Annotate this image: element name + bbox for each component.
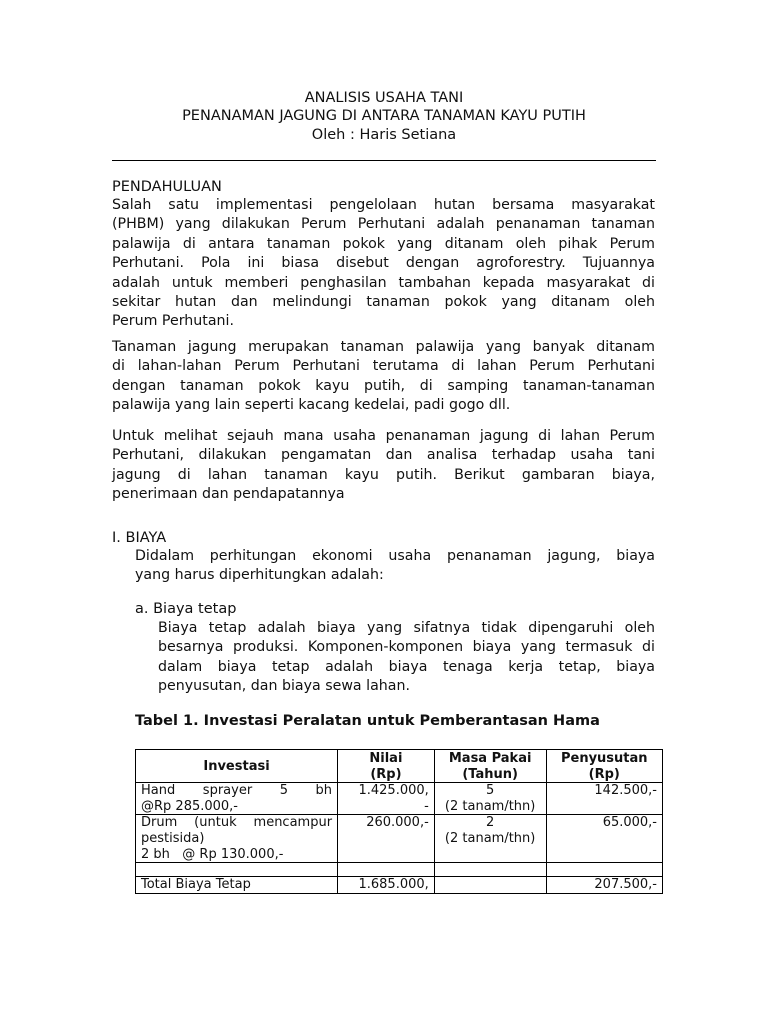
cell-line: - [424,798,429,814]
cell-line: Hand sprayer 5 bh [141,783,333,799]
header-nilai [338,750,435,783]
cell-masa-pakai [434,783,546,815]
cell-total-penyusutan: 207.500,- [546,877,662,894]
cell-line: (2 tanam/thn) [444,798,536,814]
paragraph-biaya-intro [135,547,655,586]
doc-title-line1: ANALISIS USAHA TANI [304,90,464,106]
cell-empty [546,863,662,877]
paragraph-biaya-tetap [158,619,655,697]
table-total-row [136,877,663,894]
text-line: palawija di antara tanaman pokok yang ditanam oleh pihak Perum [112,235,655,252]
table-header-row [136,750,663,783]
paragraph-pendahuluan-2 [112,338,655,416]
cell-masa-pakai [434,815,546,863]
text-line: Perhutani, dilakukan pengamatan dan analisa terhadap usaha tani [112,447,655,464]
header-masa-pakai [434,750,546,783]
text-line: Untuk melihat sejauh mana usaha penanaman jagung di lahan Perum [112,428,655,444]
doc-title-line2: PENANAMAN JAGUNG DI ANTARA TANAMAN KAYU PUTIH [182,108,586,124]
header-line: Penyusutan [560,751,648,766]
cell-empty [434,863,546,877]
text-line: (PHBM) yang dilakukan Perum Perhutani adalah penanaman tanaman [112,216,655,233]
text-line: penerimaan dan pendapatannya [112,486,345,503]
title-divider [112,160,656,161]
text-line: Biaya tetap adalah biaya yang sifatnya tidak dipengaruhi oleh [158,620,655,636]
header-line: (Rp) [370,766,402,782]
text-line: dalam biaya tetap adalah biaya tenaga kerja tetap, biaya [158,658,655,675]
cell-total-masa [434,877,546,894]
paragraph-pendahuluan-3 [112,427,655,505]
cell-line: (2 tanam/thn) [444,830,536,846]
header-investasi: Investasi [136,750,338,783]
section-heading-pendahuluan: PENDAHULUAN [112,179,222,195]
cell-total-nilai: 1.685.000, [338,877,435,894]
table-empty-row [136,863,663,877]
cell-line: 260.000,- [366,815,429,831]
text-line: penyusutan, dan biaya sewa lahan. [158,678,410,695]
cell-total-label: Total Biaya Tetap [136,877,338,894]
header-line: Nilai [369,751,403,766]
subsection-heading-biaya-tetap: a. Biaya tetap [135,601,237,617]
cell-nilai [338,815,435,863]
cell-line: 1.425.000, [358,783,429,799]
text-line: Perum Perhutani. [112,313,234,330]
section-heading-biaya: I. BIAYA [112,530,167,546]
cell-line: pestisida) [141,830,205,846]
text-line: di lahan-lahan Perum Perhutani terutama di lahan Perum Perhutani [112,358,655,375]
header-line: Masa Pakai [448,751,532,766]
cell-line: 2 bh @ Rp 130.000,- [141,846,284,862]
cell-investasi [136,783,338,815]
text-line: Salah satu implementasi pengelolaan hutan bersama masyarakat [112,197,655,213]
cell-nilai [338,783,435,815]
cell-empty [338,863,435,877]
cell-penyusutan: 65.000,- [546,815,662,863]
table-caption: Tabel 1. Investasi Peralatan untuk Pemberantasan Hama [135,713,600,729]
text-line: jagung di lahan tanaman kayu putih. Berikut gambaran biaya, [112,466,655,483]
header-penyusutan [546,750,662,783]
cell-penyusutan: 142.500,- [546,783,662,815]
text-line: palawija yang lain seperti kacang kedelai, padi gogo dll. [112,397,511,414]
cell-empty [136,863,338,877]
cell-investasi [136,815,338,863]
text-line: Perhutani. Pola ini biasa disebut dengan agroforestry. Tujuannya [112,255,655,272]
text-line: yang harus diperhitungkan adalah: [135,567,384,584]
header-line: (Rp) [588,766,620,782]
cell-line: @Rp 285.000,- [141,798,238,814]
table-row [136,815,663,863]
investment-table [135,749,663,894]
text-line: adalah untuk memberi penghasilan tambahan kepada masyarakat di [112,274,655,291]
text-line: dengan tanaman pokok kayu putih, di samping tanaman-tanaman [112,377,655,394]
doc-author: Oleh : Haris Setiana [311,127,457,143]
table-row [136,783,663,815]
text-line: Tanaman jagung merupakan tanaman palawija yang banyak ditanam [112,339,655,355]
text-line: Didalam perhitungan ekonomi usaha penanaman jagung, biaya [135,548,655,564]
header-line: (Tahun) [462,766,518,782]
text-line: sekitar hutan dan melindungi tanaman pokok yang ditanam oleh [112,294,655,311]
cell-line: Drum (untuk mencampur [141,815,333,831]
paragraph-pendahuluan-1 [112,196,655,332]
cell-line: 2 [486,815,495,831]
text-line: besarnya produksi. Komponen-komponen biaya yang termasuk di [158,639,655,656]
cell-line: 5 [486,783,495,799]
